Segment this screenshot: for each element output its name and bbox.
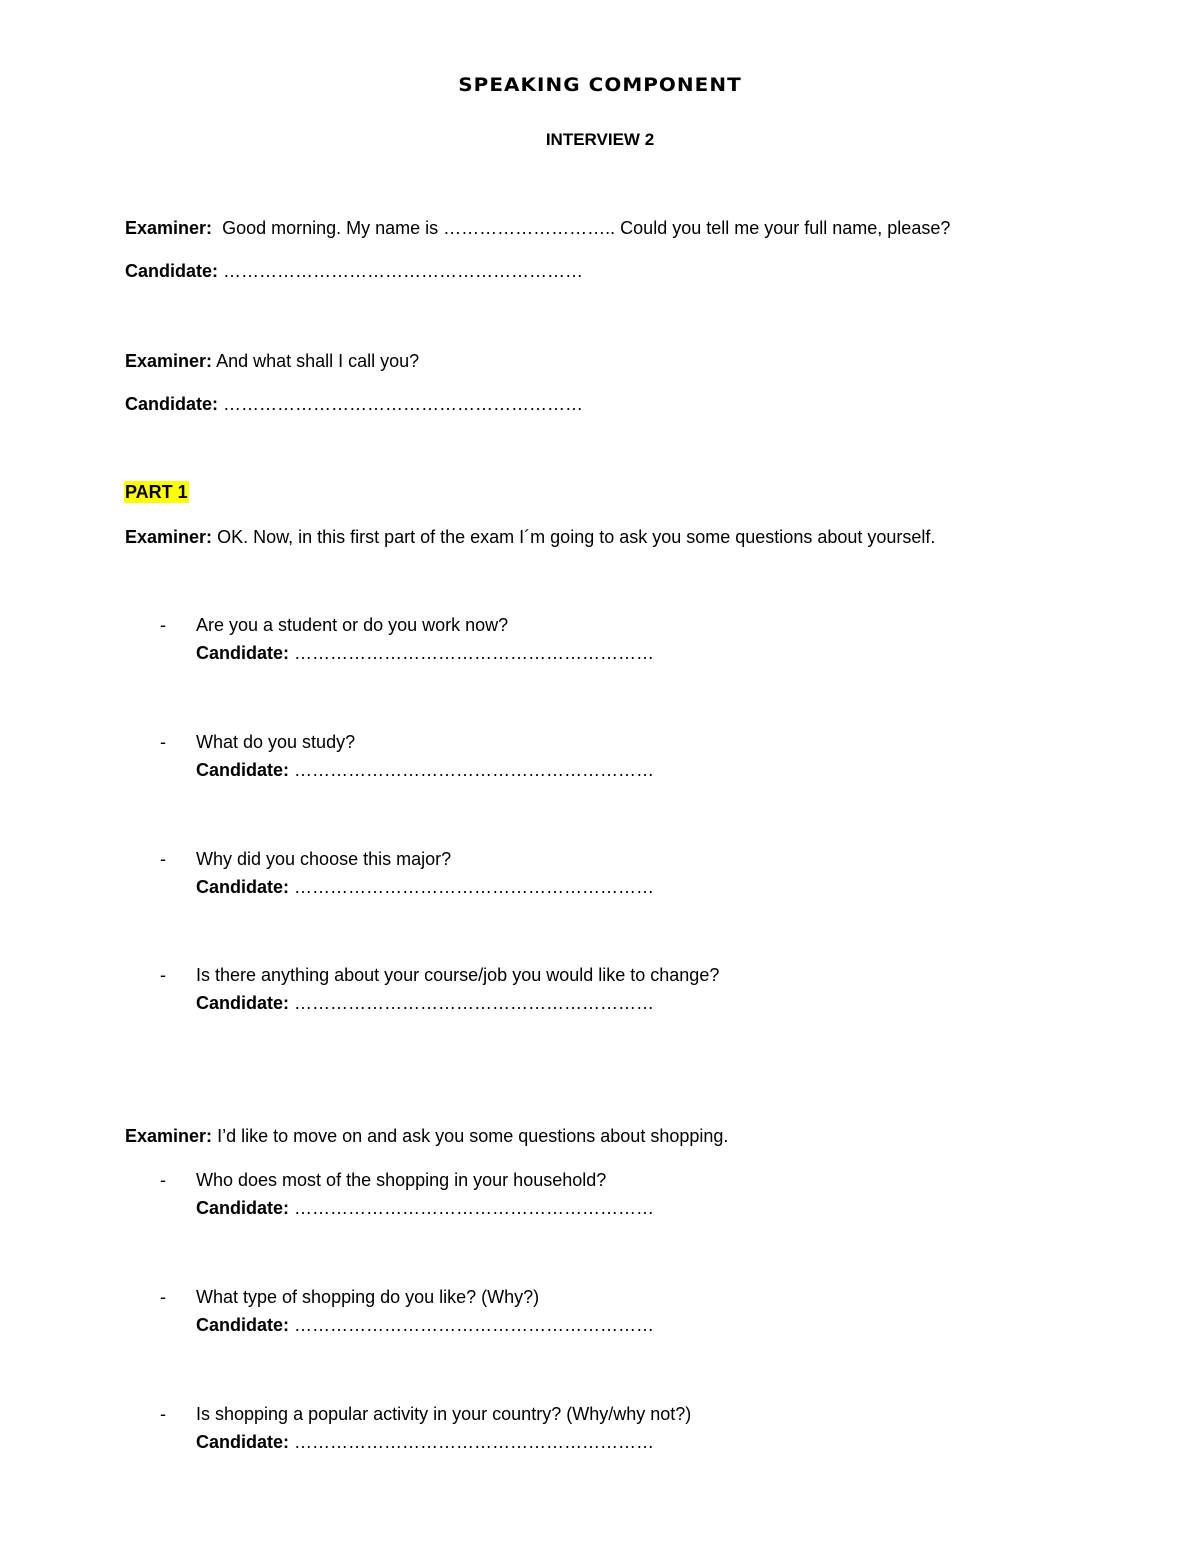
- bullet-dash: -: [160, 732, 166, 752]
- answer-blank: ……………………………………………………: [294, 643, 655, 663]
- speaker-label: Candidate:: [196, 993, 290, 1013]
- candidate-line: [196, 759, 654, 781]
- candidate-line: [196, 1431, 654, 1453]
- part-1-heading: [124, 481, 189, 503]
- speaker-label: Candidate:: [125, 261, 219, 281]
- examiner-line-greeting: [125, 217, 950, 239]
- bullet-dash: -: [160, 1170, 166, 1190]
- page-subtitle: INTERVIEW 2: [545, 130, 655, 149]
- answer-blank: ……………………………………………………: [294, 1198, 655, 1218]
- speaker-label: Examiner:: [125, 1126, 213, 1146]
- question-2: What do you study?: [196, 732, 356, 752]
- answer-blank: ……………………………………………………: [294, 877, 655, 897]
- answer-blank: ……………………………………………………: [223, 394, 584, 414]
- speaker-label: Examiner:: [125, 527, 213, 547]
- shopping-question-3: Is shopping a popular activity in your country? (Why/why not?): [196, 1404, 692, 1424]
- answer-blank: ……………………………………………………: [294, 993, 655, 1013]
- speaker-label: Examiner:: [125, 351, 213, 371]
- candidate-line: [196, 642, 654, 664]
- candidate-line: [196, 1314, 654, 1336]
- examiner-line-call: [125, 350, 419, 372]
- part-1-label: PART 1: [125, 482, 188, 502]
- call-question: And what shall I call you?: [216, 351, 420, 371]
- candidate-line: [125, 393, 583, 415]
- bullet-dash: -: [160, 615, 166, 635]
- answer-blank: ……………………………………………………: [294, 1315, 655, 1335]
- shopping-question-1: Who does most of the shopping in your household?: [196, 1170, 607, 1190]
- candidate-line: [125, 260, 583, 282]
- candidate-line: [196, 992, 654, 1014]
- answer-blank: ……………………………………………………: [294, 760, 655, 780]
- speaker-label: Candidate:: [196, 643, 290, 663]
- greeting-question: Could you tell me your full name, please?: [615, 218, 951, 238]
- bullet-dash: -: [160, 1287, 166, 1307]
- answer-blank: ……………………………………………………: [223, 261, 584, 281]
- speaker-label: Candidate:: [196, 877, 290, 897]
- bullet-dash: -: [160, 1404, 166, 1424]
- speaker-label: Candidate:: [196, 1315, 290, 1335]
- shopping-question-2: What type of shopping do you like? (Why?): [196, 1287, 540, 1307]
- part1-instruction: OK. Now, in this first part of the exam I´m going to ask you some questions about yourself.: [217, 527, 936, 547]
- page-title: SPEAKING COMPONENT: [458, 74, 742, 96]
- candidate-line: [196, 1197, 654, 1219]
- shopping-instruction: I’d like to move on and ask you some questions about shopping.: [217, 1126, 729, 1146]
- speaker-label: Candidate:: [196, 1432, 290, 1452]
- examiner-line-part1: [125, 526, 935, 548]
- greeting-text: Good morning. My name is: [222, 218, 444, 238]
- name-blank: ………………………..: [443, 218, 616, 238]
- bullet-dash: -: [160, 965, 166, 985]
- question-3: Why did you choose this major?: [196, 849, 452, 869]
- examiner-line-shopping: [125, 1125, 728, 1147]
- bullet-dash: -: [160, 849, 166, 869]
- question-1: Are you a student or do you work now?: [196, 615, 509, 635]
- speaker-label: Candidate:: [125, 394, 219, 414]
- question-4: Is there anything about your course/job you would like to change?: [196, 965, 720, 985]
- answer-blank: ……………………………………………………: [294, 1432, 655, 1452]
- candidate-line: [196, 876, 654, 898]
- speaker-label: Examiner:: [125, 218, 213, 238]
- speaker-label: Candidate:: [196, 760, 290, 780]
- speaker-label: Candidate:: [196, 1198, 290, 1218]
